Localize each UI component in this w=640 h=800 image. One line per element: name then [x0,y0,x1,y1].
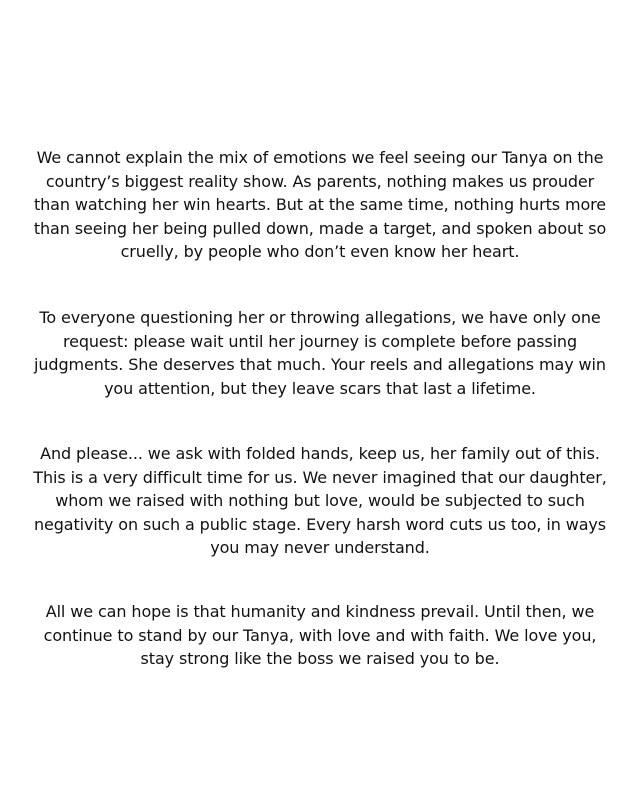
statement-paragraph-2: To everyone questioning her or throwing allegations, we have only one request: please wait until her journey is complete before passing judgments. She deserves that much. Your reels and allegations may win you attention, but they leave scars that last a lifetime. [34,308,606,398]
statement-paragraph-1: We cannot explain the mix of emotions we feel seeing our Tanya on the country’s biggest reality show. As parents, nothing makes us prouder than watching her win hearts. But at the same time, nothing hurts more than seeing her being pulled down, made a target, and spoken about so cruelly, by people who don’t even know her heart. [33,148,607,261]
statement-paragraph-3: And please... we ask with folded hands, keep us, her family out of this. This is a very difficult time for us. We never imagined that our daughter, whom we raised with nothing but love, would be subjected to such negativity on such a public stage. Every harsh word cuts us too, in ways you may never understand. [33,444,607,557]
statement-paragraph-4: All we can hope is that humanity and kindness prevail. Until then, we continue to stand by our Tanya, with love and with faith. We love you, stay strong like the boss we raised you to be. [43,602,597,668]
